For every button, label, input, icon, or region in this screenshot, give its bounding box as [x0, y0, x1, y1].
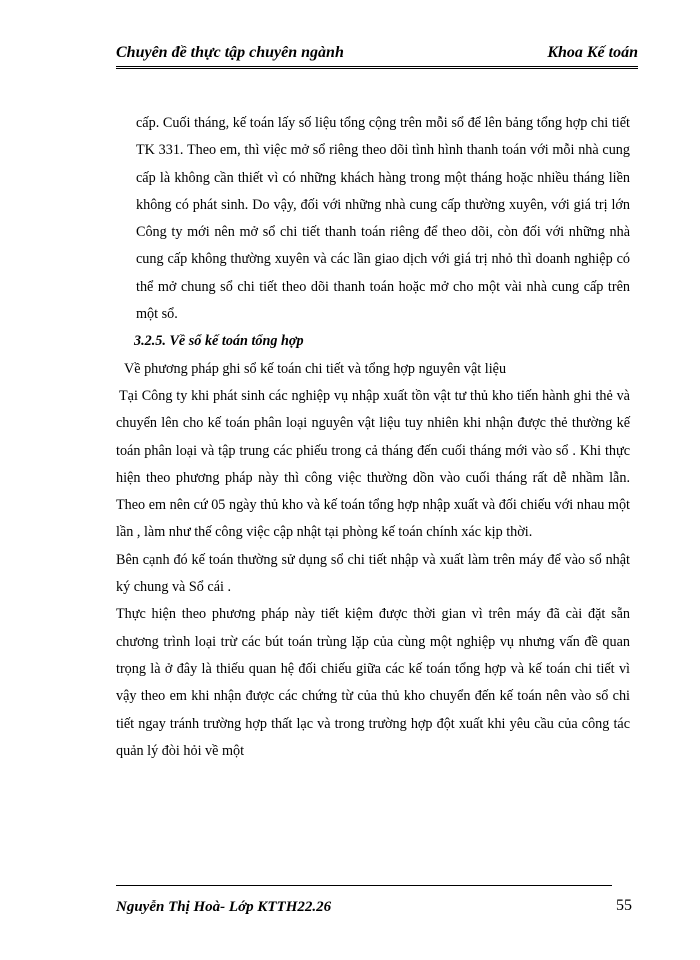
header-department: Khoa Kế toán: [547, 44, 638, 61]
page-number: 55: [616, 897, 632, 914]
body-paragraph: cấp. Cuối tháng, kế toán lấy số liệu tổng cộng trên mỗi sổ để lên bảng tổng hợp chi tiết TK 331. Theo em, thì việc mở sổ riêng theo dõi tình hình thanh toán với mỗi nhà cung cấp là không cần thiết vì có những khách hàng trong một tháng hoặc nhiều tháng liền không có phát sinh. Do vậy, đối với những nhà cung cấp thường xuyên, với giá trị lớn Công ty mới nên mở sổ chi tiết thanh toán riêng để theo dõi, còn đối với những nhà cung cấp không thường xuyên và các lần giao dịch với giá trị nhỏ thì doanh nghiệp có thể mở chung sổ chi tiết theo dõi thanh toán hoặc mở cho một vài nhà cung cấp trên một sổ.: [136, 115, 630, 323]
header-title: Chuyên đề thực tập chuyên ngành: [116, 44, 344, 61]
page-header: [116, 40, 638, 69]
footer-divider: [116, 885, 612, 886]
body-paragraph: Về phương pháp ghi sổ kế toán chi tiết và tổng hợp nguyên vật liệu: [124, 360, 507, 377]
body-paragraph: Tại Công ty khi phát sinh các nghiệp vụ nhập xuất tồn vật tư thủ kho tiến hành ghi thẻ và chuyển lên cho kế toán phân loại nguyên vật liệu tuy nhiên khi nhận được thẻ thường kế toán phân loại và tập trung các phiếu trong cả tháng đến cuối tháng mới vào sổ . Khi thực hiện theo phương pháp này thì công việc thường dồn vào cuối tháng rất dễ nhầm lẫn. Theo em nên cứ 05 ngày thủ kho và kế toán tổng hợp nhập xuất và đối chiếu với nhau một lần , làm như thế công việc cập nhật tại phòng kế toán chính xác kịp thời.: [116, 387, 630, 541]
section-heading: 3.2.5. Về sổ kế toán tổng hợp: [134, 333, 304, 350]
body-paragraph: Bên cạnh đó kế toán thường sử dụng sổ chi tiết nhập và xuất làm trên máy để vào sổ nhật ký chung và Sổ cái .: [116, 551, 630, 596]
footer-author: Nguyễn Thị Hoà- Lớp KTTH22.26: [116, 899, 332, 915]
document-body: [116, 110, 630, 765]
body-paragraph: Thực hiện theo phương pháp này tiết kiệm được thời gian vì trên máy đã cài đặt sẵn chương trình loại trừ các bút toán trùng lặp của cùng một nghiệp vụ nhưng vấn đề quan trọng là ở đây là thiếu quan hệ đối chiếu giữa các kế toán tổng hợp và kế toán chi tiết vì vậy theo em khi nhận được các chứng từ của thủ kho chuyển đến kế toán nên vào sổ chi tiết ngay tránh trường hợp thất lạc và trong trường hợp đột xuất khi yêu cầu của công tác quản lý đòi hỏi về một: [116, 606, 630, 759]
